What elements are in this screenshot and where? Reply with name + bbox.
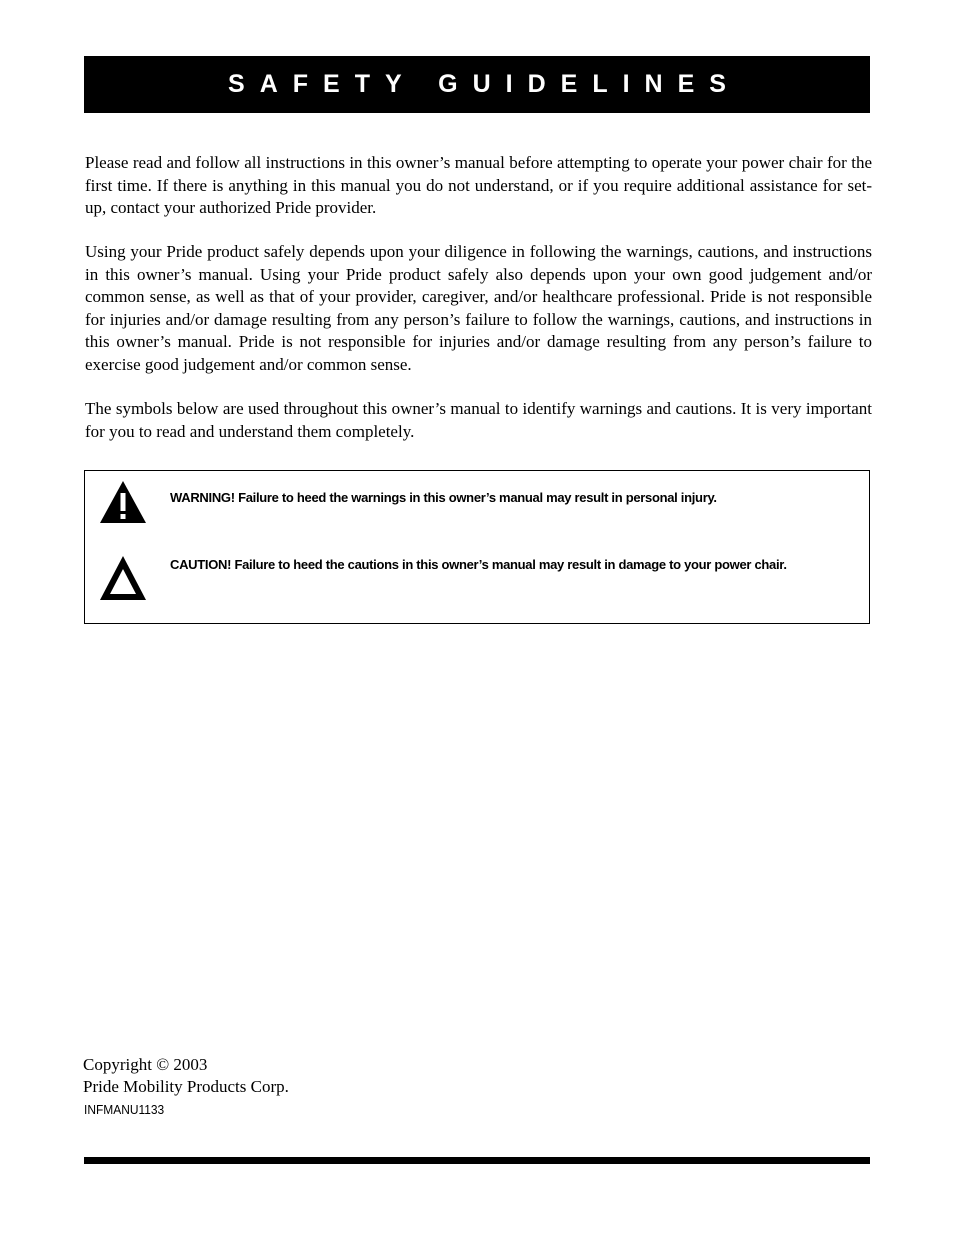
symbols-intro-paragraph: The symbols below are used throughout this owner’s manual to identify warnings and cautions. It is very important for you to read and understand them completely.	[85, 399, 872, 441]
responsibility-paragraph: Using your Pride product safely depends upon your diligence in following the warnings, cautions, and instructions in this owner’s manual. Using your Pride product safely also depends upon your own good judgement and/or common sense, as well as that of your provider, caregiver, and/or healthcare professional. Pride is not responsible for injuries and/or damage resulting from any person’s failure to follow the warnings, cautions, and instructions in this owner’s manual. Pride is not responsible for injuries and/or damage resulting from any person’s failure to exercise good judgement and/or common sense.	[85, 242, 872, 374]
caution-triangle-icon	[98, 554, 148, 602]
copyright-text: Copyright © 2003	[83, 1055, 208, 1074]
intro-paragraph: Please read and follow all instructions in this owner’s manual before attempting to operate your power chair for the first time. If there is anything in this manual you do not understand, or if you require additional assistance for set-up, contact your authorized Pride provider.	[85, 153, 872, 217]
warning-triangle-icon	[98, 479, 148, 525]
bottom-divider	[84, 1157, 870, 1164]
page-title: SAFETY GUIDELINES	[228, 70, 741, 98]
page-title-bar	[84, 56, 870, 113]
caution-text: CAUTION! Failure to heed the cautions in this owner’s manual may result in damage to your power chair.	[170, 557, 787, 572]
company-name: Pride Mobility Products Corp.	[83, 1077, 289, 1096]
document-code: INFMANU1133	[84, 1102, 165, 1117]
symbol-legend-box	[84, 470, 870, 624]
warning-text: WARNING! Failure to heed the warnings in this owner’s manual may result in personal injury.	[170, 490, 717, 505]
